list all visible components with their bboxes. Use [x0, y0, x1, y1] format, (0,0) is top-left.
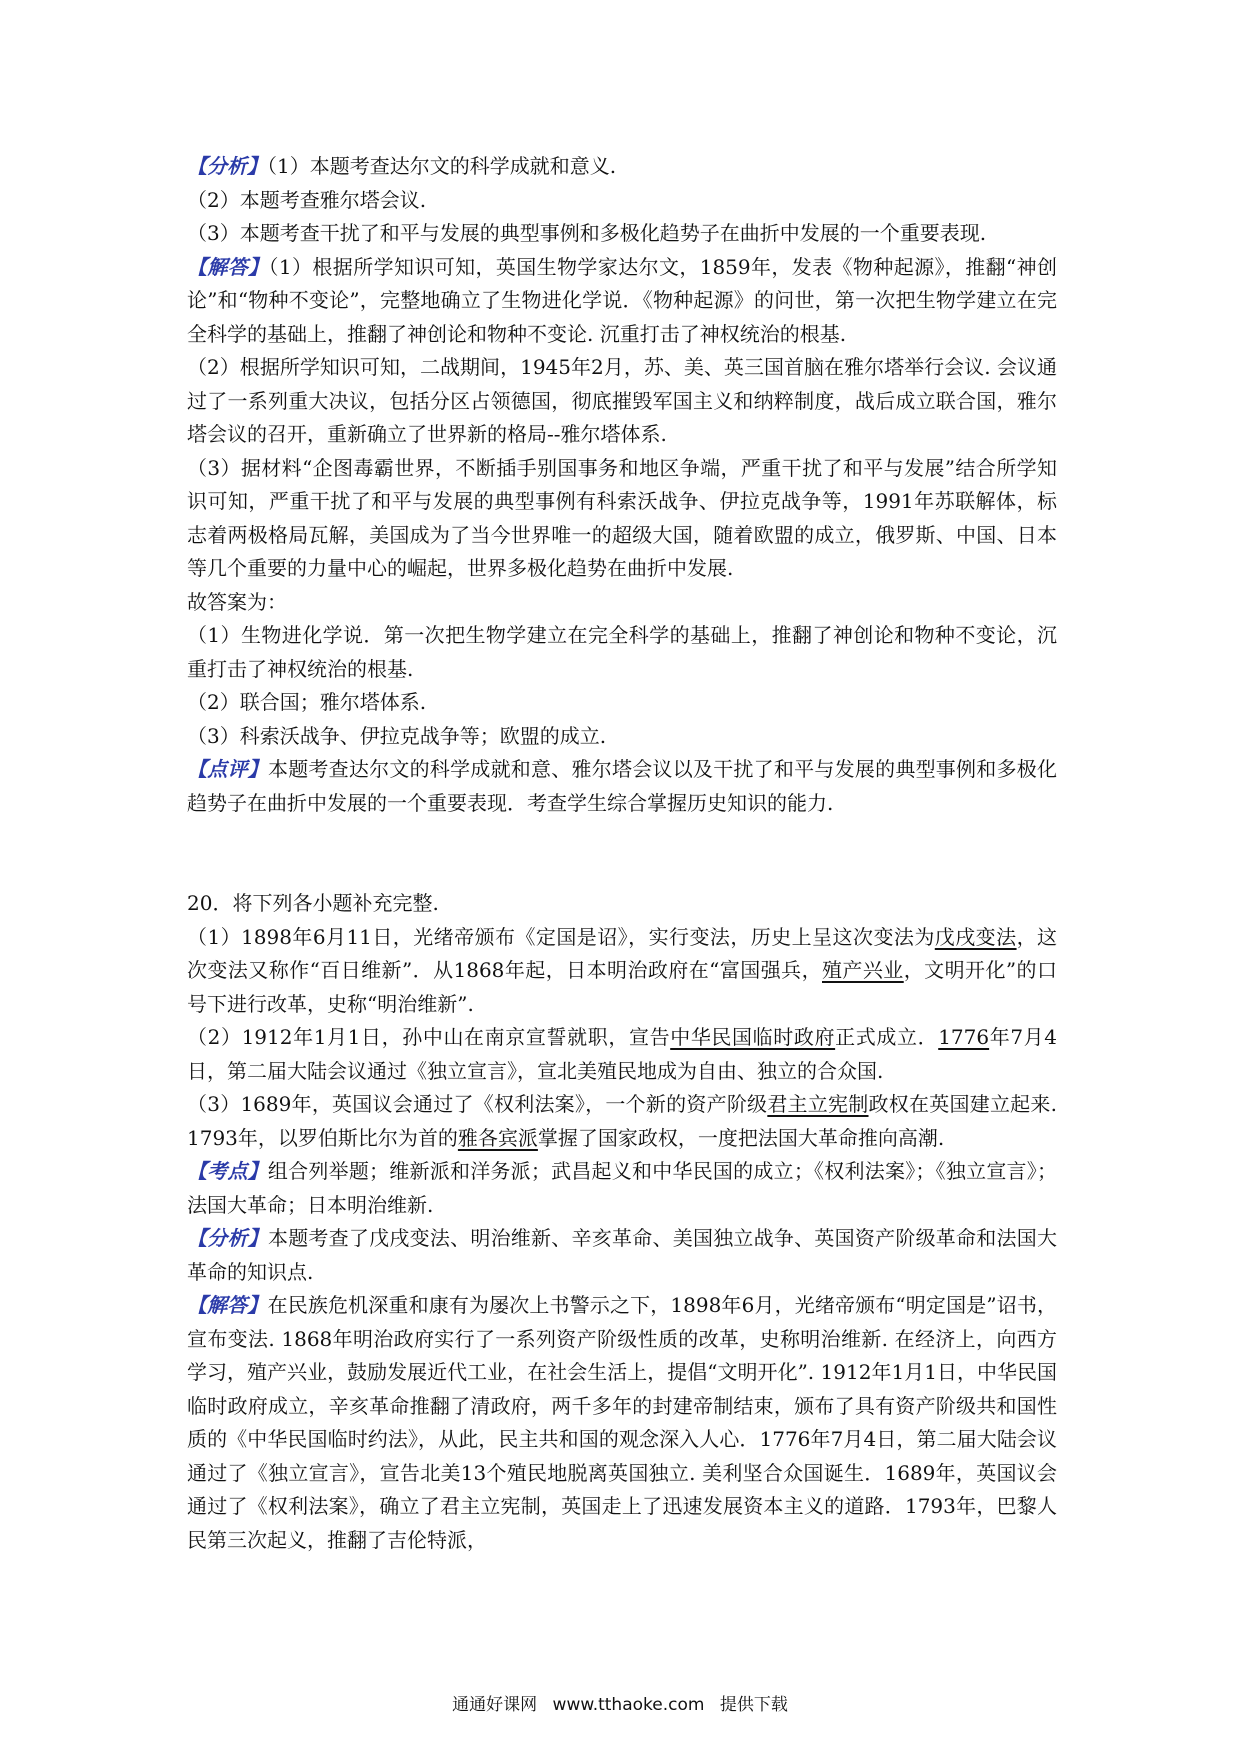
q19-final-1: （1）生物进化学说．第一次把生物学建立在完全科学的基础上，推翻了神创论和物种不变论，沉重打击了神权统治的根基. — [187, 623, 1057, 681]
answer-tag: 【解答】 — [187, 254, 269, 279]
blank-answer: 戊戌变法 — [934, 924, 1017, 949]
q20-analysis: 【分析】本题考查了戊戌变法、明治维新、辛亥革命、美国独立战争、英国资产阶级革命和法国大革命的知识点. — [187, 1226, 1058, 1284]
section-gap — [187, 820, 1057, 887]
q19-answer-2: （2）根据所学知识可知，二战期间，1945年2月，苏、美、英三国首脑在雅尔塔举行会议. 会议通过了一系列重大决议，包括分区占领德国，彻底摧毁军国主义和纳粹制度，战后成立联合国，雅尔塔会议的召开，重新确立了世界新的格局--雅尔塔体系. — [187, 355, 1057, 446]
blank-answer: 殖产兴业 — [822, 958, 904, 982]
q19-final-label: 故答案为： — [187, 589, 287, 614]
blank-answer: 雅各宾派 — [457, 1125, 538, 1150]
blank-answer: 中华民国临时政府 — [670, 1025, 836, 1049]
comment-tag: 【点评】 — [187, 757, 268, 781]
footer-url[interactable]: www.tthaoke.com — [552, 1695, 705, 1715]
analysis-tag: 【分析】 — [187, 1226, 268, 1250]
document-body — [187, 150, 1057, 1557]
q20-item-2: （2）1912年1月1日，孙中山在南京宣誓就职，宣告中华民国临时政府正式成立．1776年7月4日，第二届大陆会议通过《独立宣言》，宣北美殖民地成为自由、独立的合众国. — [187, 1025, 1058, 1083]
q19-final-2: （2）联合国；雅尔塔体系. — [187, 690, 427, 714]
q20-item-3: （3）1689年，英国议会通过了《权利法案》，一个新的资产阶级君主立宪制政权在英国建立起来. 1793年，以罗伯斯比尔为首的雅各宾派掌握了国家政权，一度把法国大革命推向高潮. — [187, 1092, 1058, 1150]
q19-final-3: （3）科索沃战争、伊拉克战争等；欧盟的成立. — [187, 723, 607, 748]
q19-analysis-3: （3）本题考查干扰了和平与发展的典型事例和多极化趋势子在曲折中发展的一个重要表现. — [187, 221, 987, 245]
page-footer — [0, 1690, 1240, 1715]
answer-tag: 【解答】 — [187, 1293, 268, 1317]
q19-analysis-1: 【分析】（1）本题考查达尔文的科学成就和意义. — [187, 154, 617, 178]
footer-site-name: 通通好课网 — [452, 1695, 538, 1715]
blank-answer: 君主立宪制 — [767, 1092, 869, 1116]
q20-answer: 【解答】在民族危机深重和康有为屡次上书警示之下，1898年6月，光绪帝颁布“明定国是”诏书，宣布变法. 1868年明治政府实行了一系列资产阶级性质的改革，史称明治维新. 在经济上，向西方学习，殖产兴业，鼓励发展近代工业，在社会生活上，提倡“文明开化”. 1912年1月1日，中华民国临时政府成立，辛亥革命推翻了清政府，两千多年的封建帝制结束，颁布了具有资产阶级共和国性质的《中华民国临时约法》，从此，民主共和国的观念深入人心．1776年7月4日，第二届大陆会议通过了《独立宣言》，宣告北美13个殖民地脱离英国独立. 美利坚合众国诞生．1689年，英国议会通过了《权利法案》，确立了君主立宪制，英国走上了迅速发展资本主义的道路．1793年，巴黎人民第三次起义，推翻了吉伦特派， — [187, 1293, 1058, 1552]
q20-item-1: （1）1898年6月11日，光绪帝颁布《定国是诏》，实行变法，历史上呈这次变法为戊戌变法，这次变法又称作“百日维新”．从1868年起，日本明治政府在“富国强兵，殖产兴业，文明开化”的口号下进行改革，史称“明治维新”. — [187, 924, 1058, 1016]
q19-answer-3: （3）据材料“企图毒霸世界，不断插手别国事务和地区争端，严重干扰了和平与发展”结合所学知识可知，严重干扰了和平与发展的典型事例有科索沃战争、伊拉克战争等，1991年苏联解体，标志着两极格局瓦解，美国成为了当今世界唯一的超级大国，随着欧盟的成立，俄罗斯、中国、日本等几个重要的力量中心的崛起，世界多极化趋势在曲折中发展. — [187, 455, 1057, 580]
blank-answer: 1776 — [938, 1025, 990, 1049]
q19-analysis-2: （2）本题考查雅尔塔会议. — [187, 187, 427, 212]
q20-kaodian: 【考点】组合列举题；维新派和洋务派；武昌起义和中华民国的成立；《权利法案》；《独立宣言》；法国大革命；日本明治维新. — [187, 1159, 1058, 1217]
analysis-tag: 【分析】 — [187, 154, 267, 178]
q19-comment: 【点评】本题考查达尔文的科学成就和意、雅尔塔会议以及干扰了和平与发展的典型事例和多极化趋势子在曲折中发展的一个重要表现．考查学生综合掌握历史知识的能力. — [187, 757, 1058, 815]
q20-title: 20．将下列各小题补充完整. — [187, 891, 439, 915]
q19-answer-1: 【解答】（1）根据所学知识可知，英国生物学家达尔文，1859年，发表《物种起源》，推翻“神创论”和“物种不变论”，完整地确立了生物进化学说．《物种起源》的问世，第一次把生物学建立在完全科学的基础上，推翻了神创论和物种不变论. 沉重打击了神权统治的根基. — [187, 254, 1057, 346]
kaodian-tag: 【考点】 — [187, 1159, 268, 1183]
footer-suffix: 提供下载 — [719, 1695, 788, 1715]
